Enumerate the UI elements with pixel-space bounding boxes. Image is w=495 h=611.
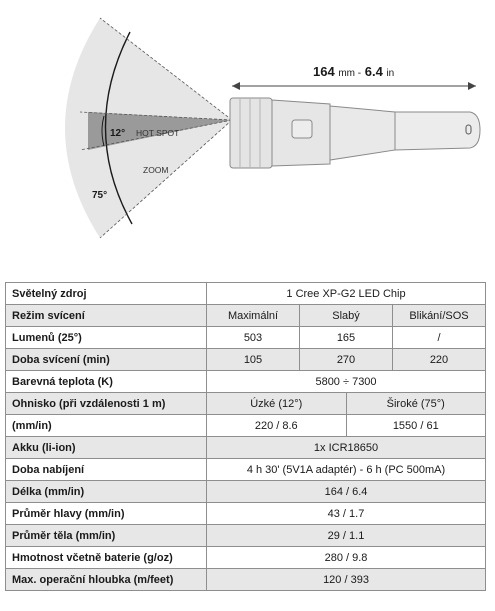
- cell-value: 165: [300, 327, 393, 349]
- cell-value: 220 / 8.6: [207, 415, 347, 437]
- table-row: [6, 393, 486, 415]
- row-label: (mm/in): [6, 415, 207, 437]
- cell-value: Široké (75°): [346, 393, 486, 415]
- row-label: Ohnisko (při vzdálenosti 1 m): [6, 393, 207, 415]
- cell-value: /: [393, 327, 486, 349]
- table-row: [6, 481, 486, 503]
- table-row: [6, 503, 486, 525]
- table-row: [6, 437, 486, 459]
- cell-value: 220: [393, 349, 486, 371]
- zoom-angle-label: 75°: [92, 190, 108, 201]
- table-row: [6, 371, 486, 393]
- table-row: [6, 283, 486, 305]
- length-dimension: [232, 82, 476, 90]
- row-label: Barevná teplota (K): [6, 371, 207, 393]
- cell-value: 280 / 9.8: [207, 547, 486, 569]
- cell-value: 43 / 1.7: [207, 503, 486, 525]
- cell-value: Maximální: [207, 305, 300, 327]
- hotspot-label: HOT SPOT: [136, 128, 180, 138]
- cell-value: Úzké (12°): [207, 393, 347, 415]
- cell-value: 120 / 393: [207, 569, 486, 591]
- cell-value: Slabý: [300, 305, 393, 327]
- row-label: Hmotnost včetně baterie (g/oz): [6, 547, 207, 569]
- row-label: Doba svícení (min): [6, 349, 207, 371]
- cell-value: Blikání/SOS: [393, 305, 486, 327]
- table-row: [6, 569, 486, 591]
- table-row: [6, 349, 486, 371]
- table-row: [6, 305, 486, 327]
- table-row: [6, 459, 486, 481]
- cell-value: 503: [207, 327, 300, 349]
- row-label: Průměr hlavy (mm/in): [6, 503, 207, 525]
- table-row: [6, 327, 486, 349]
- row-label: Akku (li-ion): [6, 437, 207, 459]
- table-row: [6, 547, 486, 569]
- cell-value: 29 / 1.1: [207, 525, 486, 547]
- hotspot-angle-label: 12°: [110, 128, 126, 139]
- cell-value: 4 h 30' (5V1A adaptér) - 6 h (PC 500mA): [207, 459, 486, 481]
- cell-value: 1 Cree XP-G2 LED Chip: [207, 283, 486, 305]
- length-label: 164 mm - 6.4 in: [313, 64, 395, 79]
- row-label: Max. operační hloubka (m/feet): [6, 569, 207, 591]
- cell-value: 270: [300, 349, 393, 371]
- row-label: Režim svícení: [6, 305, 207, 327]
- table-row: [6, 525, 486, 547]
- cell-value: 164 / 6.4: [207, 481, 486, 503]
- flashlight-icon: [230, 98, 480, 168]
- row-label: Světelný zdroj: [6, 283, 207, 305]
- flashlight-beam-diagram: [0, 0, 495, 262]
- cell-value: 105: [207, 349, 300, 371]
- row-label: Průměr těla (mm/in): [6, 525, 207, 547]
- cell-value: 1550 / 61: [346, 415, 486, 437]
- zoom-label: ZOOM: [143, 165, 169, 175]
- specification-table: [5, 282, 486, 591]
- cell-value: 5800 ÷ 7300: [207, 371, 486, 393]
- row-label: Délka (mm/in): [6, 481, 207, 503]
- row-label: Lumenů (25°): [6, 327, 207, 349]
- row-label: Doba nabíjení: [6, 459, 207, 481]
- cell-value: 1x ICR18650: [207, 437, 486, 459]
- table-row: [6, 415, 486, 437]
